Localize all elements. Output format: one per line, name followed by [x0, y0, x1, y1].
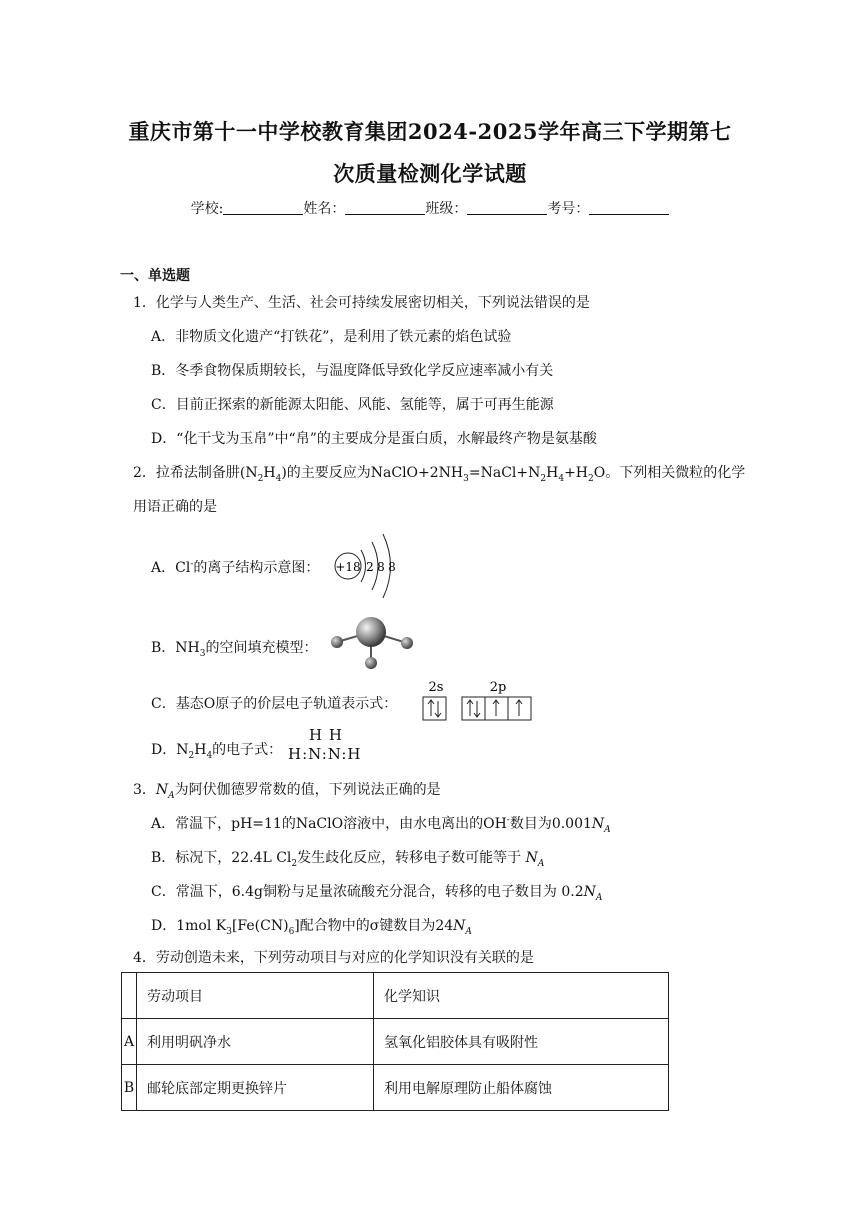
table-cell: 邮轮底部定期更换锌片 [137, 1065, 374, 1111]
hydrogen-atom-right [401, 637, 413, 649]
q2-stem: 2．拉希法制备肼$(N_2H_4)$的主要反应为$NaClO+2NH_3=NaCl+N_2H_4+H_2O$。下列相关微粒的化学 [133, 465, 746, 484]
q3-option-b: B．标况下，22.4L $Cl_2$发生歧化反应，转移电子数可能等于 $N_A$ [151, 850, 545, 869]
table-cell: A [122, 1019, 137, 1065]
q2-stem-line2: 用语正确的是 [133, 499, 217, 515]
shell-3-electrons: 8 [388, 560, 396, 574]
q2-option-c: C．基态O原子的价层电子轨道表示式： [151, 696, 398, 712]
nitrogen-atom [356, 617, 386, 647]
table-cell: B [122, 1065, 137, 1111]
table-header-cell: 化学知识 [374, 973, 669, 1019]
exam-title-line2: 次质量检测化学试题 [333, 161, 527, 186]
table-cell: 氢氧化铝胶体具有吸附性 [374, 1019, 669, 1065]
q1-option-b: B．冬季食物保质期较长，与温度降低导致化学反应速率减小有关 [151, 363, 554, 379]
school-blank [223, 200, 303, 215]
table-cell: 利用明矾净水 [137, 1019, 374, 1065]
exam-number-blank [589, 200, 669, 215]
q3-option-a: A．常温下，pH=11的NaClO溶液中，由水电离出的OH-数目为$0.001N_A$ [151, 815, 611, 835]
q4-stem: 4．劳动创造未来，下列劳动项目与对应的化学知识没有关联的是 [133, 950, 534, 966]
oxygen-orbital-diagram [418, 678, 538, 724]
orbital-label-2p: 2p [489, 680, 507, 695]
q2-option-d: D．$N_2H_4$的电子式： [151, 742, 283, 761]
name-label: 姓名： [303, 201, 346, 217]
orbital-label-2s: 2s [428, 680, 444, 695]
class-label: 班级： [425, 201, 468, 217]
table-header-cell [122, 973, 137, 1019]
table-cell: 利用电解原理防止船体腐蚀 [374, 1065, 669, 1111]
hydrogen-atom-left [331, 636, 343, 648]
nucleus-charge: +18 [335, 560, 361, 574]
table-header-row [122, 973, 669, 1019]
q1-stem: 1．化学与人类生产、生活、社会可持续发展密切相关，下列说法错误的是 [133, 295, 590, 311]
hydrogen-atom-bottom [365, 657, 377, 669]
q1-option-c: C．目前正探索的新能源太阳能、风能、氢能等，属于可再生能源 [151, 397, 554, 413]
shell-1-electrons: 2 [366, 560, 374, 574]
q1-option-d: D．“化干戈为玉帛”中“帛”的主要成分是蛋白质，水解最终产物是氨基酸 [151, 431, 597, 447]
exam-title-line1: 重庆市第十一中学校教育集团2024-2025学年高三下学期第七 [128, 119, 732, 144]
q3-option-c: C．常温下，6.4g铜粉与足量浓硫酸充分混合，转移的电子数目为 $0.2N_A$ [151, 884, 603, 903]
shell-2-electrons: 8 [377, 560, 385, 574]
ammonia-space-filling-model [325, 610, 420, 672]
q2-option-b: B．$NH_3$的空间填充模型： [151, 640, 318, 659]
student-info-line [0, 198, 860, 218]
q4-table [121, 972, 669, 1111]
section-title: 一、单选题 [120, 268, 190, 284]
name-blank [345, 200, 425, 215]
exam-number-label: 考号： [547, 201, 590, 217]
q2-option-a: A．Cl-的离子结构示意图： [151, 559, 320, 576]
q3-stem: 3．$N_A$为阿伏伽德罗常数的值，下列说法正确的是 [133, 782, 441, 801]
hydrazine-electron-formula: H H H:N:N:H [288, 726, 362, 763]
school-label: 学校: [190, 201, 224, 217]
class-blank [467, 200, 547, 215]
table-header-cell: 劳动项目 [137, 973, 374, 1019]
q3-option-d: D．1mol $K_3[Fe(CN)_6]$配合物中的σ键数目为$24N_A$ [151, 918, 472, 937]
table-row [122, 1065, 669, 1111]
q1-option-a: A．非物质文化遗产“打铁花”，是利用了铁元素的焰色试验 [151, 329, 512, 345]
chloride-ion-structure-diagram [328, 530, 400, 604]
table-row [122, 1019, 669, 1065]
